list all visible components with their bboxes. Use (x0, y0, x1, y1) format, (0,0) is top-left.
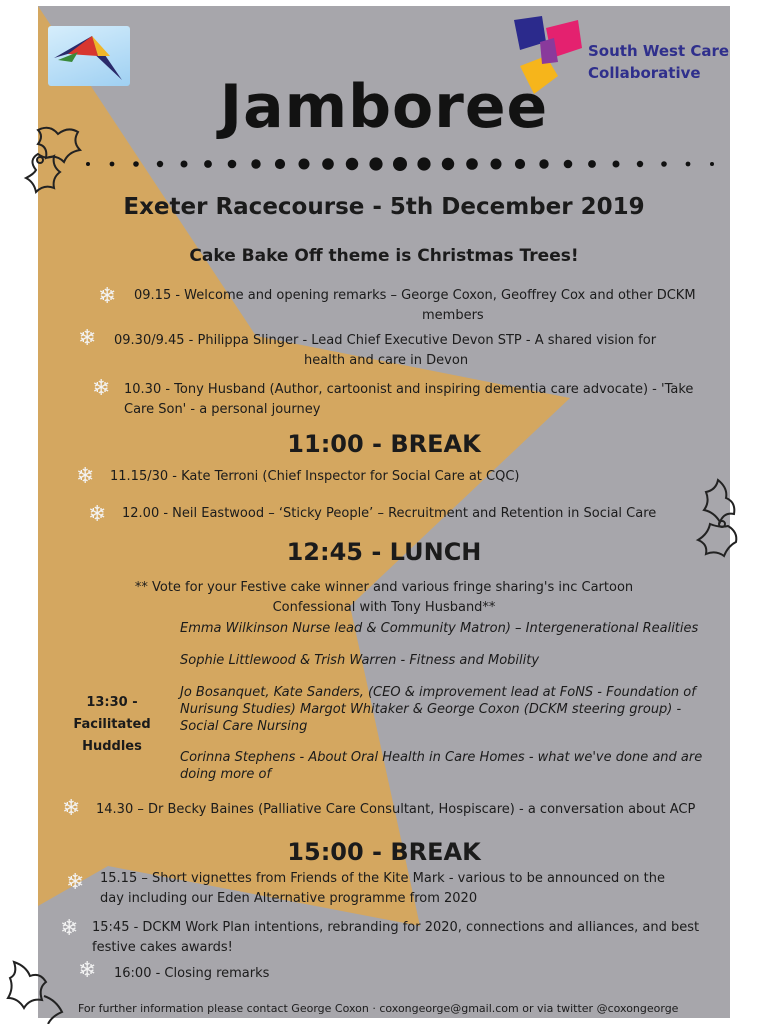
divider-dot (491, 159, 502, 170)
divider-dot (515, 159, 525, 169)
divider-dot (564, 160, 573, 169)
org-name-line1: South West Care (588, 42, 730, 60)
divider-dot (157, 161, 163, 167)
lunch-heading: 12:45 - LUNCH (286, 538, 482, 566)
divider-dot (637, 161, 643, 167)
divider-dot (181, 161, 188, 168)
dot-divider (80, 154, 720, 174)
holly-leaf-icon (18, 120, 88, 220)
page-title: Jamboree (219, 72, 549, 142)
snowflake-icon: ❄ (60, 916, 79, 941)
holly-leaf-icon (688, 474, 758, 574)
huddle-item: Corinna Stephens - About Oral Health in Care Homes - what we've done and are doing more of (180, 750, 703, 782)
holly-leaf-icon (4, 956, 74, 1024)
divider-dot (686, 162, 691, 167)
divider-dot (299, 159, 310, 170)
divider-dot (613, 161, 620, 168)
poster (38, 6, 730, 1018)
divider-dot (539, 159, 548, 168)
snowflake-icon: ❄ (92, 376, 111, 401)
agenda-item: 16:00 - Closing remarks (114, 966, 270, 981)
agenda-item: 14.30 – Dr Becky Baines (Palliative Care Consultant, Hospiscare) - a conversation about ACP (96, 802, 696, 817)
divider-dot (710, 162, 714, 166)
cake-theme: Cake Bake Off theme is Christmas Trees! (189, 246, 579, 266)
huddle-item: Jo Bosanquet, Kate Sanders, (CEO & improvement lead at FoNS - Foundation of Nurisung Studies) Margot Whitaker & George Coxon (DCKM steering group) - Social Care Nursing (180, 685, 696, 734)
divider-dot (251, 159, 260, 168)
snowflake-icon: ❄ (78, 326, 97, 351)
org-name-line2: Collaborative (588, 64, 701, 82)
divider-dot (661, 161, 667, 167)
divider-dot (442, 158, 454, 170)
divider-dot (133, 161, 139, 167)
divider-dot (346, 158, 358, 170)
divider-dot (393, 157, 407, 171)
huddle-item: Sophie Littlewood & Trish Warren - Fitness and Mobility (180, 653, 540, 668)
huddle-item: Emma Wilkinson Nurse lead & Community Matron) – Intergenerational Realities (180, 621, 699, 636)
snowflake-icon: ❄ (98, 284, 117, 309)
divider-dot (228, 160, 237, 169)
divider-dot (588, 160, 596, 168)
footer-contact: For further information please contact George Coxon · coxongeorge@gmail.com or via twitter @coxongeorge (78, 1002, 679, 1015)
divider-dot (204, 160, 212, 168)
divider-dot (369, 157, 382, 170)
venue-date: Exeter Racecourse - 5th December 2019 (123, 194, 645, 220)
divider-dot (466, 158, 478, 170)
divider-dot (322, 158, 334, 170)
vote-note: ** Vote for your Festive cake winner and various fringe sharing's inc Cartoon Confessional with Tony Husband** (134, 580, 634, 615)
snowflake-icon: ❄ (62, 796, 81, 821)
snowflake-icon: ❄ (66, 870, 85, 895)
snowflake-icon: ❄ (78, 958, 97, 983)
agenda-item: 12.00 - Neil Eastwood – ‘Sticky People’ – Recruitment and Retention in Social Care (122, 506, 657, 521)
agenda-item: 15.15 – Short vignettes from Friends of the Kite Mark - various to be announced on the day including our Eden Alternative programme from 2020 (100, 871, 666, 906)
break-heading: 15:00 - BREAK (287, 838, 481, 866)
agenda-item: 11.15/30 - Kate Terroni (Chief Inspector for Social Care at CQC) (110, 469, 520, 484)
agenda-item: 09.15 - Welcome and opening remarks – George Coxon, Geoffrey Cox and other DCKM members (134, 288, 696, 323)
break-heading: 11:00 - BREAK (287, 430, 481, 458)
snowflake-icon: ❄ (76, 464, 95, 489)
divider-dot (417, 157, 430, 170)
agenda-item: 09.30/9.45 - Philippa Slinger - Lead Chief Executive Devon STP - A shared vision for health and care in Devon (114, 333, 657, 368)
divider-dot (110, 162, 115, 167)
snowflake-icon: ❄ (88, 502, 107, 527)
huddles-label: 13:30 - Facilitated Huddles (73, 695, 151, 754)
agenda-item: 10.30 - Tony Husband (Author, cartoonist and inspiring dementia care advocate) - 'Take Care Son' - a personal journey (124, 382, 694, 417)
divider-dot (275, 159, 285, 169)
agenda-item: 15:45 - DCKM Work Plan intentions, rebranding for 2020, connections and alliances, and best festive cakes awards! (92, 920, 700, 955)
